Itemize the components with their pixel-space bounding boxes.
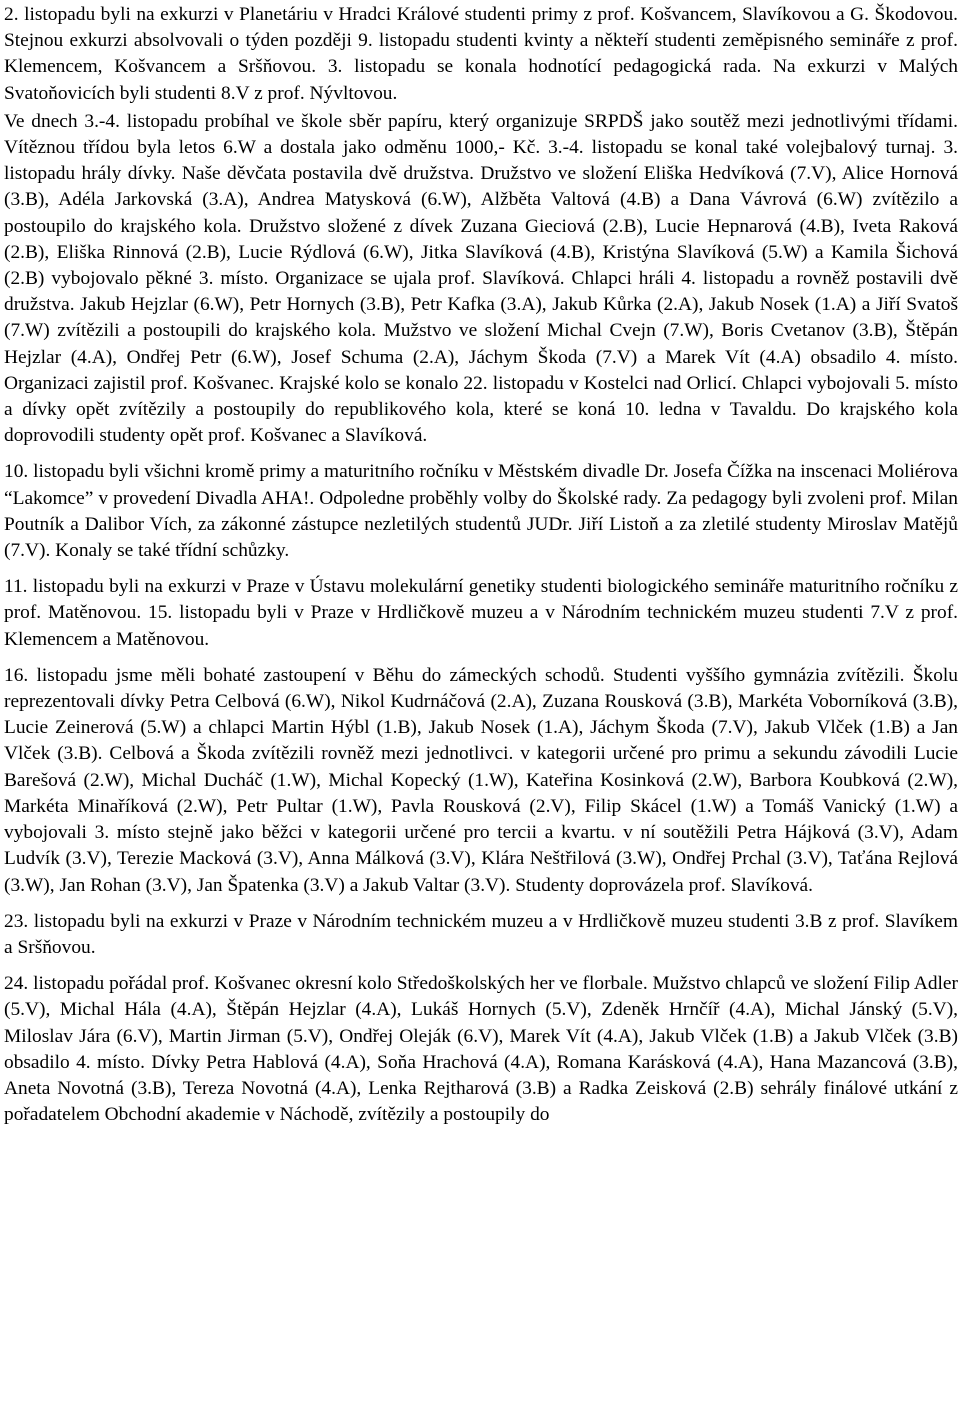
paragraph-exkurze-praha: 11. listopadu byli na exkurzi v Praze v Ústavu molekulární genetiky studenti biologického semináře maturitního ročníku z prof. Matěnovou. 15. listopadu byli v Praze v Hrdličkově muzeu a v Národním technickém muzeu studenti 7.V z prof. Klemencem a Matěnovou.: [4, 576, 958, 650]
paragraph-sber-papiru-volejbal: Ve dnech 3.-4. listopadu probíhal ve škole sběr papíru, který organizuje SRPDŠ jako soutěž mezi jednotlivými třídami. Vítěznou třídou byla letos 6.W a dostala jako odměnu 1000,- Kč. 3.-4. listopadu se konal také volejbalový turnaj. 3. listopadu hrály dívky. Naše děvčata postavila dvě družstva. Družstvo ve složení Eliška Hedvíková (7.V), Alice Hornová (3.B), Adéla Jarkovská (3.A), Andrea Matysková (6.W), Alžběta Valtová (4.B) a Dana Vávrová (6.W) zvítězilo a postoupilo do krajského kola. Družstvo složené z dívek Zuzana Gieciová (2.B), Lucie Hepnarová (4.B), Iveta Raková (2.B), Eliška Rinnová (2.B), Lucie Rýdlová (6.W), Jitka Slavíková (4.B), Kristýna Slavíková (5.W) a Kamila Šichová (2.B) vybojovalo pěkné 3. místo. Organizace se ujala prof. Slavíková. Chlapci hráli 4. listopadu a rovněž postavili dvě družstva. Jakub Hejzlar (6.W), Petr Hornych (3.B), Petr Kafka (3.A), Jakub Kůrka (2.A), Jakub Nosek (1.A) a Jiří Svatoš (7.W) zvítězili a postoupili do krajského kola. Mužstvo ve složení Michal Cvejn (7.W), Boris Cvetanov (3.B), Štěpán Hejzlar (4.A), Ondřej Petr (6.W), Josef Schuma (2.A), Jáchym Škoda (7.V) a Marek Vít (4.A) obsadilo 4. místo. Organizaci zajistil prof. Košvanec. Krajské kolo se konalo 22. listopadu v Kostelci nad Orlicí. Chlapci vybojovali 5. místo a dívky opět zvítězily a postoupily do republikového kola, které se koná 10. ledna v Tavaldu. Do krajského kola doprovodili studenty opět prof. Košvanec a Slavíková.: [4, 110, 958, 447]
paragraph-beh-do-schodu: 16. listopadu jsme měli bohaté zastoupení v Běhu do zámeckých schodů. Studenti vyššího gymnázia zvítězili. Školu reprezentovali dívky Petra Celbová (6.W), Nikol Kudrnáčová (2.A), Zuzana Rousková (3.B), Markéta Voborníková (3.B), Lucie Zeinerová (5.W) a chlapci Martin Hýbl (1.B), Jakub Nosek (1.A), Jáchym Škoda (7.V), Jakub Vlček (1.B) a Jan Vlček (3.B). Celbová a Škoda zvítězili rovněž mezi jednotlivci. v kategorii určené pro primu a sekundu závodili Lucie Barešová (2.W), Michal Ducháč (1.W), Michal Kopecký (1.W), Kateřina Kosinková (2.W), Barbora Koubková (2.W), Markéta Minaříková (2.W), Petr Pultar (1.W), Pavla Rousková (2.V), Filip Skácel (1.W) a Tomáš Vanický (1.W) a vybojovali 3. místo stejně jako běžci v kategorii určené pro tercii a kvartu. v ní soutěžili Petra Hájková (3.V), Adam Ludvík (3.V), Terezie Macková (3.V), Anna Málková (3.V), Klára Neštřilová (3.W), Ondřej Prchal (3.V), Taťána Rejlová (3.W), Jan Rohan (3.V), Jan Špatenka (3.V) a Jakub Valtar (3.V). Studenty doprovázela prof. Slavíková.: [4, 664, 958, 896]
paragraph-florbal: 24. listopadu pořádal prof. Košvanec okresní kolo Středoškolských her ve florbale. Mužstvo chlapců ve složení Filip Adler (5.V), Michal Hála (4.A), Štěpán Hejzlar (4.A), Lukáš Hornych (5.V), Zdeněk Hrnčíř (4.A), Michal Jánský (5.V), Miloslav Jára (6.V), Martin Jirman (5.V), Ondřej Oleják (6.V), Marek Vít (4.A), Jakub Vlček (1.B) a Jakub Vlček (3.B) obsadilo 4. místo. Dívky Petra Hablová (4.A), Soňa Hrachová (4.A), Romana Karásková (4.A), Hana Mazancová (3.B), Aneta Novotná (3.B), Tereza Novotná (4.A), Lenka Rejtharová (3.B) a Radka Zeisková (2.B) sehrály finálové utkání z pořadatelem Obchodní akademie v Náchodě, zvítězily a postoupily do: [4, 973, 958, 1126]
paragraph-planetarium-exkurze: 2. listopadu byli na exkurzi v Planetáriu v Hradci Králové studenti primy z prof. Košvancem, Slavíkovou a G. Škodovou. Stejnou exkurzi absolvovali o týden později 9. listopadu studenti kvinty a někteří studenti zeměpisného semináře z prof. Klemencem, Košvancem a Sršňovou. 3. listopadu se konala hodnotící pedagogická rada. Na exkurzi v Malých Svatoňovicích byli studenti 8.V z prof. Nývltovou.: [4, 4, 958, 104]
paragraph-divadlo-skolska-rada: 10. listopadu byli všichni kromě primy a maturitního ročníku v Městském divadle Dr. Josefa Čížka na inscenaci Moliérova “Lakomce” v provedení Divadla AHA!. Odpoledne proběhly volby do Školské rady. Za pedagogy byli zvoleni prof. Milan Poutník a Dalibor Vích, za zákonné zástupce nezletilých studentů JUDr. Jiří Listoň a za zletilé studenty Miroslav Matějů (7.V). Konaly se také třídní schůzky.: [4, 461, 958, 562]
paragraph-exkurze-3b: 23. listopadu byli na exkurzi v Praze v Národním technickém muzeu a v Hrdličkově muzeu studenti 3.B z prof. Slavíkem a Sršňovou.: [4, 910, 958, 958]
